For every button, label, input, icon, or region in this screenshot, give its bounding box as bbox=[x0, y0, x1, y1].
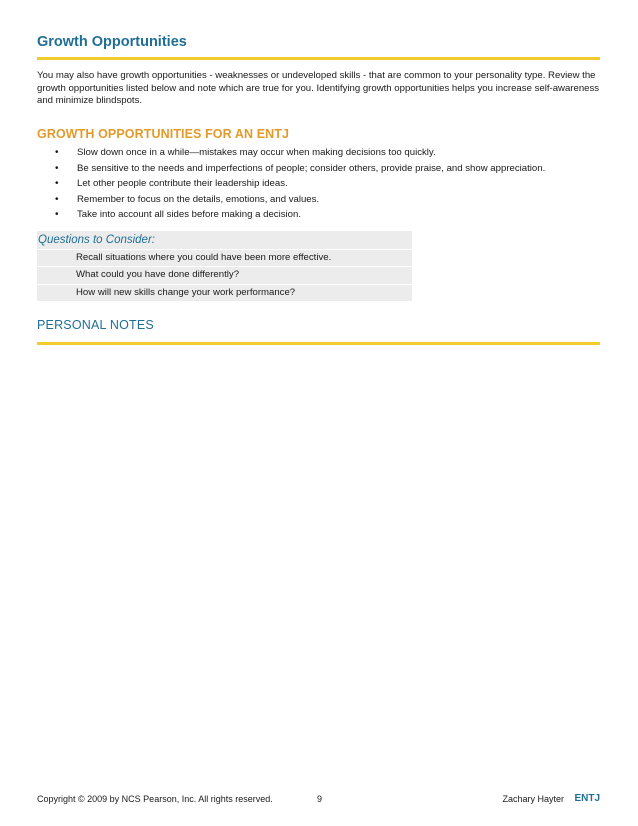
title-rule bbox=[37, 57, 600, 60]
type-code-badge: ENTJ bbox=[574, 793, 600, 804]
list-item bbox=[37, 161, 600, 177]
page-title: Growth Opportunities bbox=[37, 34, 187, 50]
notes-heading: PERSONAL NOTES bbox=[37, 318, 154, 332]
question-row: What could you have done differently? bbox=[37, 266, 412, 283]
questions-heading: Questions to Consider: bbox=[37, 231, 412, 249]
copyright-text: Copyright © 2009 by NCS Pearson, Inc. All rights reserved. bbox=[37, 794, 273, 804]
author-name: Zachary Hayter bbox=[502, 794, 564, 804]
question-row: Recall situations where you could have been more effective. bbox=[37, 249, 412, 266]
bullet-icon: • bbox=[55, 147, 59, 158]
list-item-text: Take into account all sides before making a decision. bbox=[77, 209, 301, 221]
question-row: How will new skills change your work performance? bbox=[37, 284, 412, 301]
list-item bbox=[37, 145, 600, 161]
notes-rule bbox=[37, 342, 600, 345]
bullet-icon: • bbox=[55, 193, 59, 205]
list-item bbox=[37, 192, 600, 208]
section-heading: GROWTH OPPORTUNITIES FOR AN ENTJ bbox=[37, 127, 290, 141]
list-item-text: Slow down once in a while—mistakes may occur when making decisions too quickly. bbox=[77, 147, 436, 158]
bullet-icon: • bbox=[55, 162, 59, 174]
intro-paragraph: You may also have growth opportunities - weaknesses or undeveloped skills - that are common to your personality type. Review the growth opportunities listed below and note which are true for you. Identifying growth opportunities helps you increase self-awareness and minimize blindspots. bbox=[37, 70, 600, 107]
footer bbox=[37, 792, 600, 806]
bullet-icon: • bbox=[55, 209, 59, 221]
list-item bbox=[37, 176, 600, 192]
list-item-text: Be sensitive to the needs and imperfections of people; consider others, provide praise, and show appreciation. bbox=[77, 162, 546, 174]
list-item-text: Let other people contribute their leadership ideas. bbox=[77, 178, 288, 190]
list-item-text: Remember to focus on the details, emotions, and values. bbox=[77, 193, 320, 205]
page-number: 9 bbox=[317, 794, 323, 804]
questions-box bbox=[37, 231, 412, 301]
list-item bbox=[37, 207, 600, 223]
bullet-icon: • bbox=[55, 178, 59, 190]
growth-list bbox=[37, 145, 600, 223]
